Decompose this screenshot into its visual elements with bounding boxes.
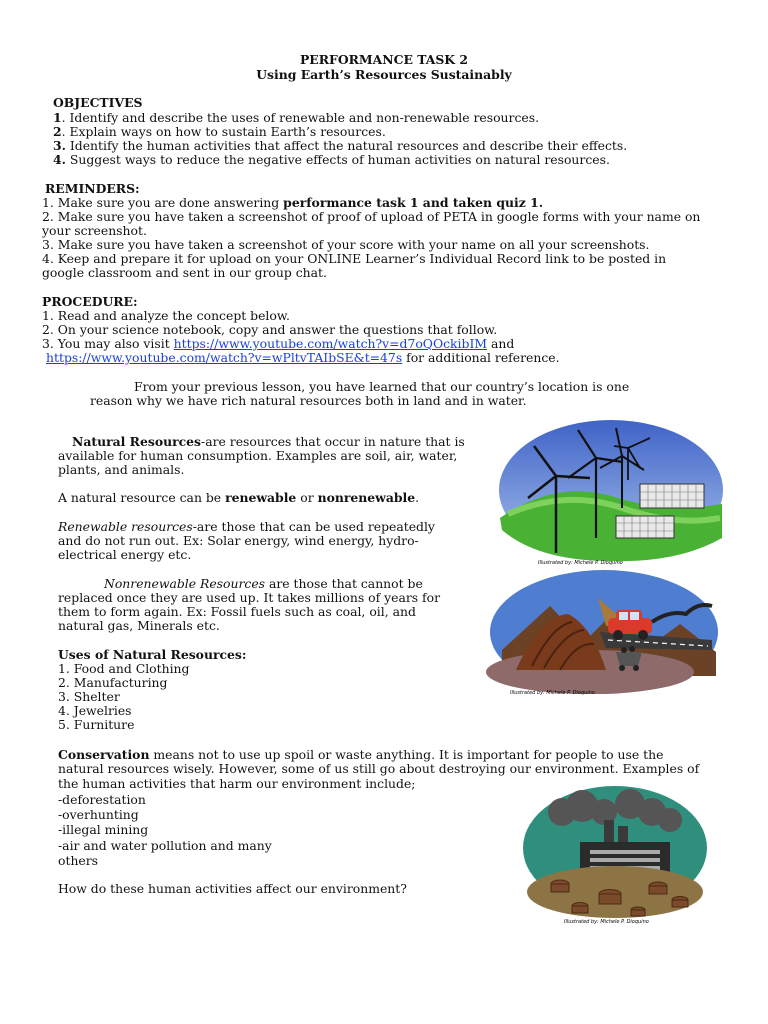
illustration-caption: Illustrated by: Michele P. Dioquino	[538, 560, 623, 566]
illustration-caption: Illustrated by: Michele P. Dioquino	[564, 919, 649, 925]
list-item: -overhunting	[58, 807, 139, 822]
nonrenewable-line3: them to form again. Ex: Fossil fuels such as coal, oil, and	[58, 604, 416, 619]
uses-heading: Uses of Natural Resources:	[58, 647, 247, 662]
procedure-heading: PROCEDURE:	[42, 294, 138, 309]
list-item: 3. Shelter	[58, 689, 120, 704]
reminder-4-line1: 4. Keep and prepare it for upload on your ONLINE Learner’s Individual Record link to be posted in	[42, 251, 667, 266]
list-item: -air and water pollution and many	[58, 838, 272, 853]
list-item: 1. Food and Clothing	[58, 661, 190, 676]
procedure-3-cont: https://www.youtube.com/watch?v=wPltvTAIbSE&t=47s for additional reference.	[46, 350, 560, 365]
reminder-4-line2: google classroom and sent in our group chat.	[42, 265, 327, 280]
nonrenewable-line1: Nonrenewable Resources are those that cannot be	[104, 576, 423, 591]
objectives-heading: OBJECTIVES	[53, 95, 143, 110]
page-title: PERFORMANCE TASK 2	[299, 52, 469, 67]
renewable-energy-illustration	[498, 418, 724, 570]
objective-3: 3. Identify the human activities that affect the natural resources and describe their effects.	[53, 138, 628, 153]
intro-line2: reason why we have rich natural resources both in land and in water.	[90, 393, 527, 408]
solar-panel-icon	[640, 484, 704, 508]
conservation-line2: natural resources wisely. However, some of us still go about destroying our environment. Examples of	[58, 761, 700, 776]
reminder-3: 3. Make sure you have taken a screenshot of your score with your name on all your screenshots.	[42, 237, 650, 252]
conservation-line3: the human activities that harm our environment include;	[58, 776, 416, 791]
environmental-damage-illustration	[520, 782, 710, 926]
youtube-link-2[interactable]: https://www.youtube.com/watch?v=wPltvTAIbSE&t=47s	[46, 350, 403, 365]
youtube-link-1[interactable]: https://www.youtube.com/watch?v=d7oQOckibIM	[173, 336, 488, 351]
procedure-2: 2. On your science notebook, copy and answer the questions that follow.	[42, 322, 498, 337]
natural-line3: plants, and animals.	[58, 462, 185, 477]
objective-4: 4. Suggest ways to reduce the negative effects of human activities on natural resources.	[53, 152, 610, 167]
reminder-2-line2: your screenshot.	[42, 223, 147, 238]
question: How do these human activities affect our environment?	[58, 881, 407, 896]
procedure-3: 3. You may also visit https://www.youtube.com/watch?v=d7oQOckibIM and	[42, 336, 515, 351]
reminder-1: 1. Make sure you are done answering performance task 1 and taken quiz 1.	[42, 195, 544, 210]
list-item: 5. Furniture	[58, 717, 135, 732]
solar-panel-icon	[616, 516, 674, 538]
objective-2: 2. Explain ways on how to sustain Earth’s resources.	[53, 124, 386, 139]
nonrenewable-resources-illustration	[480, 566, 720, 700]
list-item: 4. Jewelries	[58, 703, 132, 718]
list-item: -illegal mining	[58, 822, 149, 837]
list-item: others	[58, 853, 99, 868]
renewable-line1: Renewable resources-are those that can be used repeatedly	[58, 519, 435, 534]
conservation-line1: Conservation means not to use up spoil or waste anything. It is important for people to use the	[58, 747, 664, 762]
illustration-caption: Illustrated by: Michele P. Dioquino	[510, 690, 595, 696]
classify-sentence: A natural resource can be renewable or nonrenewable.	[58, 490, 420, 505]
reminders-heading: REMINDERS:	[45, 181, 140, 196]
list-item: -deforestation	[58, 792, 146, 807]
reminder-2-line1: 2. Make sure you have taken a screenshot of proof of upload of PETA in google forms with your name on	[42, 209, 701, 224]
nonrenewable-line4: natural gas, Minerals etc.	[58, 618, 220, 633]
procedure-1: 1. Read and analyze the concept below.	[42, 308, 290, 323]
natural-resources-definition: Natural Resources-are resources that occur in nature that is	[72, 434, 465, 449]
objective-1: 1. Identify and describe the uses of renewable and non-renewable resources.	[53, 110, 540, 125]
nonrenewable-line2: replaced once they are used up. It takes millions of years for	[58, 590, 441, 605]
renewable-line2: and do not run out. Ex: Solar energy, wind energy, hydro-	[58, 533, 419, 548]
page-subtitle: Using Earth’s Resources Sustainably	[256, 67, 512, 82]
natural-line2: available for human consumption. Examples are soil, air, water,	[58, 448, 458, 463]
list-item: 2. Manufacturing	[58, 675, 168, 690]
renewable-line3: electrical energy etc.	[58, 547, 192, 562]
intro-line1: From your previous lesson, you have learned that our country’s location is one	[134, 379, 630, 394]
